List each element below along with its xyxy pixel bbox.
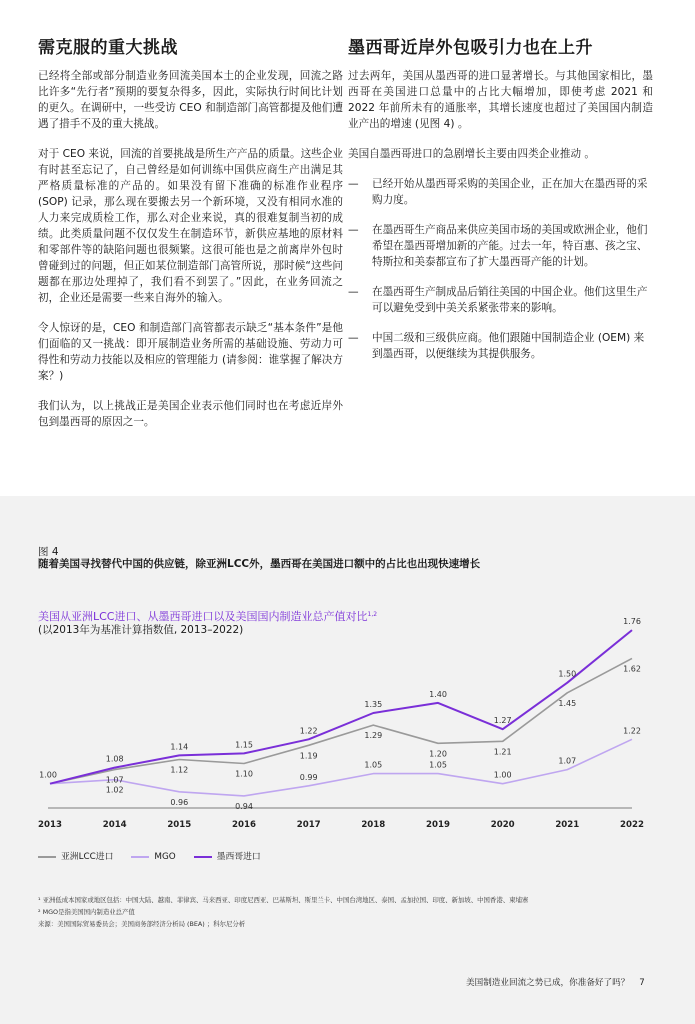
- x-tick-label: 2018: [361, 820, 386, 830]
- dash-marker: —: [348, 286, 359, 298]
- data-label-mgo: 1.05: [429, 760, 447, 770]
- left-heading: 需克服的重大挑战: [38, 38, 178, 58]
- data-label-mexico: 1.50: [558, 669, 577, 679]
- dash-marker: —: [348, 224, 359, 236]
- footnote-2: ² MGO是指美国国内制造业总产值: [38, 908, 135, 916]
- left-column: [38, 36, 343, 444]
- series-line-lcc: [50, 658, 632, 783]
- series-layer: [50, 630, 632, 796]
- data-label-lcc: 1.29: [364, 731, 383, 741]
- right-heading: 墨西哥近岸外包吸引力也在上升: [348, 38, 593, 58]
- chart-legend: [38, 851, 279, 863]
- legend-swatch-mgo: [131, 856, 149, 858]
- dash-marker: —: [348, 178, 359, 190]
- data-label-mgo: 0.96: [170, 797, 189, 807]
- legend-label: 墨西哥进口: [216, 852, 261, 862]
- page-number: 7: [639, 978, 645, 988]
- series-line-mexico: [50, 630, 632, 784]
- list-item-text: 中国二级和三级供应商。他们跟随中国制造企业 (OEM) 来到墨西哥，以便继续为其提供服务。: [372, 332, 645, 360]
- legend-swatch-mexico: [194, 856, 212, 858]
- data-label-mexico: 1.00: [39, 770, 57, 780]
- x-tick-label: 2019: [426, 820, 450, 830]
- left-paragraph-4: 我们认为，以上挑战正是美国企业表示他们同时也在考虑近岸外包到墨西哥的原因之一。: [38, 400, 343, 428]
- data-label-mexico: 1.14: [170, 742, 189, 752]
- x-tick-labels: [38, 820, 644, 830]
- list-item-text: 在墨西哥生产商品来供应美国市场的美国或欧洲企业，他们希望在墨西哥增加新的产能。过去一年，特百惠、孩之宝、特斯拉和美泰都宣布了扩大墨西哥产能的计划。: [372, 224, 648, 268]
- data-label-lcc: 1.21: [493, 747, 512, 757]
- x-tick-label: 2014: [102, 820, 127, 830]
- legend-swatch-lcc: [38, 856, 56, 858]
- data-label-mgo: 1.05: [364, 760, 383, 770]
- legend-label: 亚洲LCC进口: [61, 852, 114, 862]
- data-label-mexico: 1.76: [623, 617, 641, 627]
- data-label-mexico: 1.15: [235, 740, 253, 750]
- source-note: 来源：美国国际贸易委员会；美国商务部经济分析局 (BEA) ；科尔尼分析: [38, 920, 246, 928]
- data-label-mexico: 1.35: [364, 700, 383, 709]
- x-tick-label: 2021: [555, 820, 580, 830]
- data-label-lcc: 1.62: [623, 664, 641, 674]
- figure-label: 图 4: [38, 546, 59, 558]
- right-paragraph-1: 过去两年，美国从墨西哥的进口显著增长。与其他国家相比，墨西哥在美国进口总量中的占比大幅增加，即使考虑 2021 和 2022 年前所未有的通胀率，其增长速度也超过了美国国内制造业产出的增速 (见图 4) 。: [348, 70, 653, 130]
- right-column: [348, 36, 653, 376]
- figure-notes: [38, 894, 528, 930]
- data-label-mgo: 1.02: [105, 785, 124, 795]
- left-paragraph-2: 对于 CEO 来说，回流的首要挑战是所生产产品的质量。这些企业有时甚至忘记了，自己曾经是如何训练中国供应商生产出满足其严格质量标准的产品的。如果没有留下准确的标准作业程序 (SOP) 记录，那么现在要搬去另一个新环境，又没有相同水准的人力来完成质检工作，那么对企业来说，真的很难复制当初的成绩。此类质量问题不仅仅发生在制造环节，新供应基地的原材料和零部件等的缺陷问题也很频繁。这很可能也是之前离岸外包时曾碰到过的问题，但正如某位制造部门高管所说，那时候“这些问题都在那边处理掉了，我们看不到罢了。”因此，在业务回流之初，企业还是需要一些来自海外的输入。: [38, 148, 343, 304]
- figure-title: 随着美国寻找替代中国的供应链，除亚洲LCC外，墨西哥在美国进口额中的占比也出现快速增长: [38, 558, 481, 570]
- page-footer: [466, 977, 645, 989]
- chart-title-text: 美国从亚洲LCC进口、从墨西哥进口以及美国国内制造业总产值对比: [38, 610, 368, 623]
- data-label-mgo: 1.22: [623, 726, 641, 736]
- data-label-mexico: 1.22: [299, 726, 318, 736]
- dash-marker: —: [348, 332, 359, 344]
- data-label-lcc: 1.10: [235, 769, 253, 779]
- x-tick-label: 2017: [296, 820, 321, 830]
- list-item: [348, 222, 653, 270]
- data-label-lcc: 1.45: [558, 698, 577, 708]
- left-paragraph-1: 已经将全部或部分制造业务回流美国本土的企业发现，回流之路比许多“先行者”预期的要复杂得多，因此，实际执行时间比计划的更久。在调研中，一些受访 CEO 和制造部门高管都提及他们遭遇了措手不及的重大挑战。: [38, 70, 343, 130]
- data-label-mexico: 1.40: [429, 689, 447, 699]
- x-tick-label: 2020: [490, 820, 515, 830]
- list-item: [348, 284, 653, 316]
- list-item-text: 已经开始从墨西哥采购的美国企业，正在加大在墨西哥的采购力度。: [372, 178, 648, 206]
- right-paragraph-2: 美国自墨西哥进口的急剧增长主要由四类企业推动 。: [348, 148, 596, 160]
- list-item-text: 在墨西哥生产制成品后销往美国的中国企业。他们这里生产可以避免受到中美关系紧张带来的影响。: [372, 286, 648, 314]
- data-label-mgo: 1.07: [558, 756, 577, 766]
- legend-item: [38, 851, 113, 863]
- x-tick-label: 2013: [38, 820, 62, 830]
- legend-item: [194, 851, 261, 863]
- data-label-mgo: 0.99: [299, 772, 318, 782]
- chart-subtitle: (以2013年为基准计算指数值, 2013–2022): [38, 624, 244, 636]
- footer-title: 美国制造业回流之势已成，你准备好了吗？: [466, 978, 630, 988]
- chart-title-footnote: 1,2: [367, 611, 378, 618]
- series-line-mgo: [50, 739, 632, 796]
- x-tick-label: 2016: [232, 820, 256, 830]
- footnote-1: ¹ 亚洲低成本国家或地区包括：中国大陆、越南、菲律宾、马来西亚、印度尼西亚、巴基斯坦、斯里兰卡、中国台湾地区、泰国、孟加拉国、印度、新加坡、中国香港、柬埔寨: [38, 896, 529, 904]
- x-tick-label: 2022: [620, 820, 644, 830]
- data-label-lcc: 1.12: [170, 765, 189, 775]
- data-label-mexico: 1.08: [105, 754, 124, 764]
- list-item: [348, 330, 653, 362]
- line-chart: [0, 600, 695, 840]
- data-label-mgo: 0.94: [235, 801, 253, 811]
- legend-item: [131, 851, 175, 863]
- left-paragraph-3: 令人惊讶的是，CEO 和制造部门高管都表示缺乏“基本条件”是他们面临的又一挑战：即开展制造业务所需的基础设施、劳动力可得性和劳动力技能以及相应的管理能力 (请参阅：谁掌握了解决方案？): [38, 322, 343, 382]
- data-label-mgo: 1.00: [493, 770, 512, 780]
- legend-label: MGO: [154, 852, 176, 862]
- list-item: [348, 176, 653, 208]
- driver-list: [348, 176, 653, 362]
- x-tick-label: 2015: [167, 820, 192, 830]
- data-label-lcc: 1.20: [429, 749, 447, 759]
- data-label-lcc: 1.19: [299, 751, 318, 761]
- data-label-mexico: 1.27: [493, 716, 512, 726]
- data-label-lcc: 1.07: [105, 775, 124, 785]
